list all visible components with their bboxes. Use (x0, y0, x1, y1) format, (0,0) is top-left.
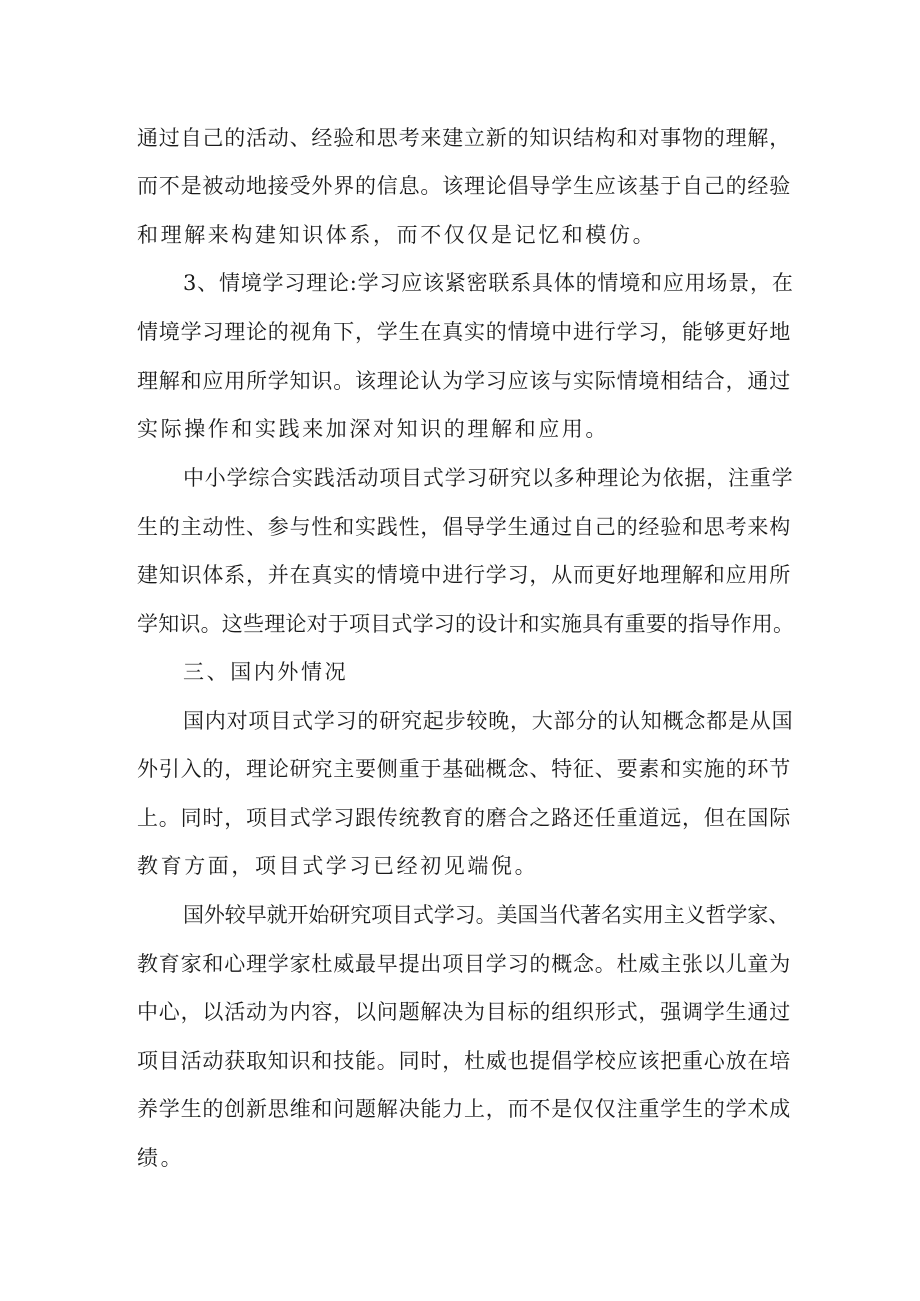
text-line: 绩。 (137, 1146, 185, 1170)
text-line: 外引入的，理论研究主要侧重于基础概念、特征、要素和实施的环节 (137, 757, 791, 781)
text-line: 国内对项目式学习的研究起步较晚，大部分的认知概念都是从国 (183, 709, 794, 733)
text-line: 学知识。这些理论对于项目式学习的设计和实施具有重要的指导作用。 (137, 612, 795, 636)
text-line: 情境学习理论的视角下，学生在真实的情境中进行学习，能够更好地 (137, 320, 791, 344)
text-line: 中小学综合实践活动项目式学习研究以多种理论为依据，注重学 (183, 466, 794, 490)
text-line: 中心，以活动为内容，以问题解决为目标的组织形式，强调学生通过 (137, 1000, 791, 1024)
text-line: 教育方面，项目式学习已经初见端倪。 (137, 854, 539, 878)
text-line: 理解和应用所学知识。该理论认为学习应该与实际情境相结合，通过 (137, 369, 791, 393)
text-line: 通过自己的活动、经验和思考来建立新的知识结构和对事物的理解， (137, 126, 791, 150)
text-line: 和理解来构建知识体系，而不仅仅是记忆和模仿。 (137, 223, 657, 247)
text-line: 3、情境学习理论:学习应该紧密联系具体的情境和应用场景，在 (183, 271, 794, 295)
text-line: 国外较早就开始研究项目式学习。美国当代著名实用主义哲学家、 (183, 903, 790, 927)
text-line: 项目活动获取知识和技能。同时，杜威也提倡学校应该把重心放在培 (137, 1049, 791, 1073)
text-line: 教育家和心理学家杜威最早提出项目学习的概念。杜威主张以儿童为 (137, 952, 791, 976)
text-line: 养学生的创新思维和问题解决能力上，而不是仅仅注重学生的学术成 (137, 1097, 791, 1121)
text-line: 实际操作和实践来加深对知识的理解和应用。 (137, 417, 609, 441)
text-line: 生的主动性、参与性和实践性，倡导学生通过自己的经验和思考来构 (137, 515, 791, 539)
text-line: 建知识体系，并在真实的情境中进行学习，从而更好地理解和应用所 (137, 563, 791, 587)
section-heading: 三、国内外情况 (183, 660, 349, 684)
text-line: 上。同时，项目式学习跟传统教育的磨合之路还任重道远，但在国际 (137, 806, 791, 830)
text-line: 而不是被动地接受外界的信息。该理论倡导学生应该基于自己的经验 (137, 174, 791, 198)
